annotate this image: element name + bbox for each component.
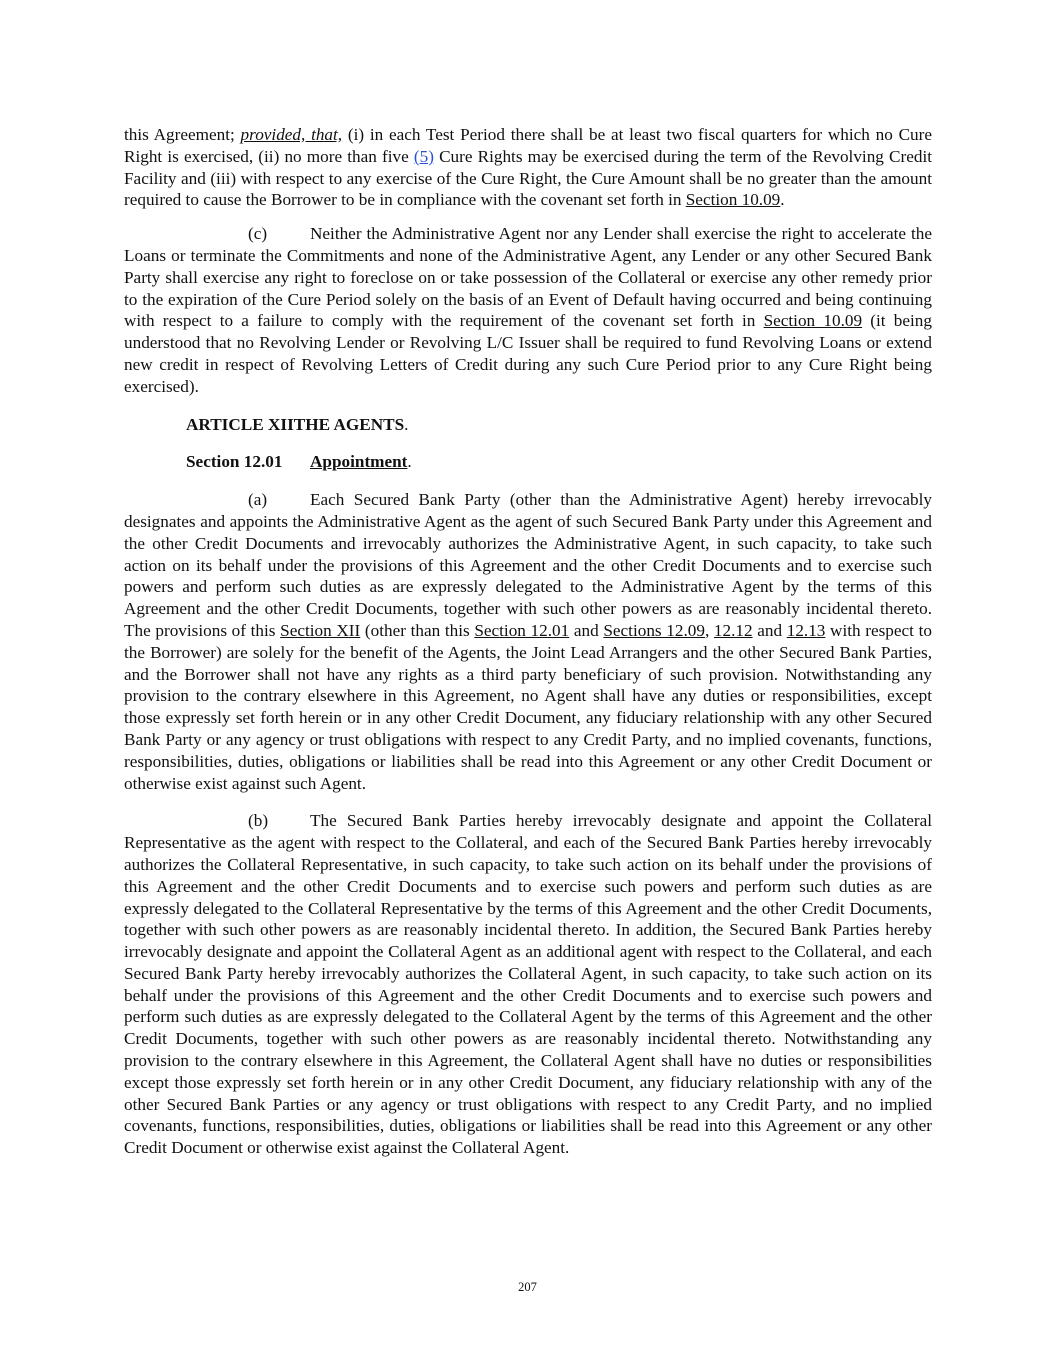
- clause-label-c: (c): [248, 224, 268, 244]
- text-run: and: [569, 620, 604, 640]
- section-ref-12-12: 12.12: [713, 620, 753, 640]
- text-run: ,: [704, 620, 714, 640]
- section-ref-10-09: Section 10.09: [763, 311, 863, 331]
- text-run: .: [780, 190, 785, 210]
- text-run: this Agreement;: [124, 125, 241, 144]
- section-period: .: [407, 452, 412, 472]
- text-run: with respect to the Borrower) are solely for the benefit of the Agents, the Joint Lead Arrangers and the other Secured Bank Parties, and the Borrower shall not have any rights as a third party beneficiary of such provision. Notwithstanding any provision to the contrary elsewhere in this Agreement, no Agent shall have any duties or responsibilities, except those expressly set forth herein or in any other Credit Document, any fiduciary relationship with any other Secured Bank Party or any agency or trust obligations with respect to any Credit Party, and no implied covenants, functions, responsibilities, duties, obligations or liabilities shall be read into this Agreement or any other Credit Document or otherwise exist against such Agent.: [124, 620, 932, 793]
- article-period: .: [404, 414, 409, 434]
- paragraph-c: [124, 223, 932, 397]
- paragraph-continuation: [124, 124, 932, 211]
- section-ref-12-13: 12.13: [786, 620, 826, 640]
- section-heading: [186, 451, 932, 473]
- text-run: and: [752, 620, 787, 640]
- text-run: (it being understood that no Revolving Lender or Revolving L/C Issuer shall be required to fund Revolving Loans or extend new credit in respect of Revolving Letters of Credit during any such Cure Period prior to any Cure Right being exercised).: [124, 311, 932, 396]
- section-number: Section 12.01: [186, 452, 283, 472]
- section-ref-12-09: Sections 12.09: [603, 620, 705, 640]
- section-ref-10-09: Section 10.09: [685, 190, 781, 210]
- section-ref-xii: Section XII: [280, 620, 361, 640]
- article-title: ARTICLE XIITHE AGENTS: [186, 414, 405, 434]
- page-number: 207: [518, 1280, 537, 1294]
- section-title: Appointment: [310, 452, 408, 472]
- document-page: [124, 124, 932, 1159]
- paragraph-b: [124, 810, 932, 1159]
- text-run: Neither the Administrative Agent nor any Lender shall exercise the right to accelerate the Loans or terminate the Commitments and none of the Administrative Agent, any Lender or any other Secured Bank Party shall exercise any right to foreclose on or take possession of the Collateral or exercise any other remedy prior to the expiration of the Cure Period solely on the basis of an Event of Default having occurred and being continuing with respect to a failure to comply with the requirement of the covenant set forth in: [124, 224, 932, 331]
- text-run: Cure Rights may be exercised during the term of the Revolving Credit Facility and (iii) with respect to any exercise of the Cure Right, the Cure Amount shall be no greater than the amount required to cause the Borrower to be in compliance with the covenant set forth in: [124, 146, 932, 210]
- text-run: Each Secured Bank Party (other than the Administrative Agent) hereby irrevocably designates and appoints the Administrative Agent as the agent of such Secured Bank Party under this Agreement and the other Credit Documents and irrevocably authorizes the Administrative Agent, in such capacity, to take such action on its behalf under the provisions of this Agreement and the other Credit Documents and to exercise such powers and perform such duties as are expressly delegated to the Administrative Agent by the terms of this Agreement and the other Credit Documents, together with such other powers as are reasonably incidental thereto. The provisions of this: [124, 490, 932, 640]
- text-run: The Secured Bank Parties hereby irrevocably designate and appoint the Collateral Representative as the agent with respect to the Collateral, and each of the Secured Bank Parties hereby irrevocably authorizes the Collateral Representative, in such capacity, to take such action on its behalf under the provisions of this Agreement and the other Credit Documents and to exercise such powers and perform such duties as are expressly delegated to the Collateral Representative by the terms of this Agreement and the other Credit Documents, together with such other powers as are reasonably incidental thereto. In addition, the Secured Bank Parties hereby irrevocably designate and appoint the Collateral Agent as an additional agent with respect to the Collateral, and each Secured Bank Party hereby irrevocably authorizes the Collateral Agent, in such capacity, to take such action on its behalf under the provisions of this Agreement and the other Credit Documents and to exercise such powers and perform such duties as are expressly delegated to the Collateral Agent by the terms of this Agreement and the other Credit Documents, together with such other powers as are reasonably incidental thereto. Notwithstanding any provision to the contrary elsewhere in this Agreement, the Collateral Agent shall have no duties or responsibilities except those expressly set forth herein or in any other Credit Document, any fiduciary relationship with any of the other Secured Bank Parties or any agency or trust obligations with respect to any Credit Party, and no implied covenants, functions, responsibilities, duties, obligations or liabilities shall be read into this Agreement or any other Credit Document or otherwise exist against the Collateral Agent.: [124, 811, 932, 1158]
- provided-that-phrase: provided, that,: [240, 125, 343, 144]
- paragraph-a: [124, 489, 932, 794]
- clause-label-b: (b): [248, 811, 269, 831]
- section-ref-12-01: Section 12.01: [474, 620, 570, 640]
- text-run: (i) in each Test Period there shall be at least two fiscal quarters for which no Cure Right is exercised, (ii) no more than five: [124, 125, 933, 166]
- five-link[interactable]: (5): [413, 146, 434, 166]
- clause-label-a: (a): [248, 490, 268, 510]
- article-heading: [186, 414, 932, 436]
- text-run: (other than this: [360, 620, 475, 640]
